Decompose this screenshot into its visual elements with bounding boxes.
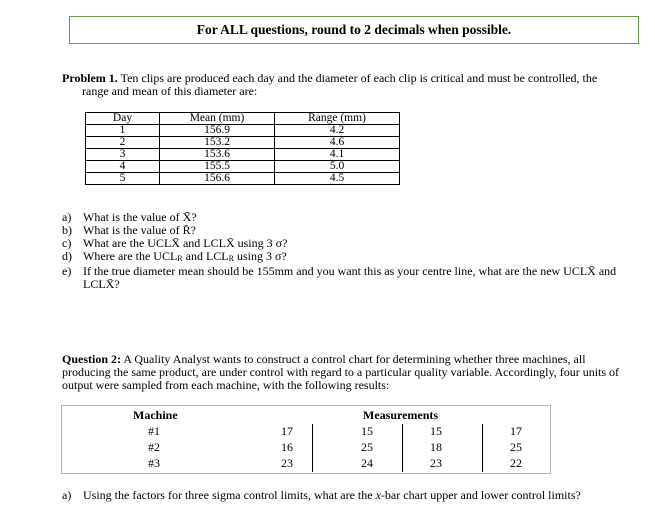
question-text: and LCL <box>182 249 229 263</box>
cell-mean: 153.6 <box>160 149 275 161</box>
problem-1-statement <box>62 72 622 98</box>
table-row <box>86 173 400 185</box>
question-2-label: Question 2: <box>62 352 122 366</box>
question-text: If the true diameter mean should be 155mm and you want this as your centre line, what are the new UCLX̄ and <box>83 264 617 278</box>
question-letter: b) <box>62 223 72 237</box>
question-letter: e) <box>62 264 72 278</box>
cell-day: 1 <box>86 125 160 137</box>
cell-range: 4.5 <box>275 173 400 185</box>
cell-machine: #2 <box>148 440 160 454</box>
x-double-bar-symbol: X̄̄ <box>182 210 192 224</box>
cell-day: 4 <box>86 161 160 173</box>
question-text: Where are the UCL <box>83 249 178 263</box>
question-letter: a) <box>62 210 72 224</box>
question-text-cont: LCLX̄? <box>83 277 120 291</box>
r-bar-symbol: R̄ <box>182 223 191 237</box>
cell-measurement: 15 <box>430 424 442 438</box>
question-d <box>62 250 622 265</box>
table-header-row <box>86 113 400 125</box>
cell-measurement: 18 <box>430 440 442 454</box>
question-2-text-line1: A Quality Analyst wants to construct a control chart for determining whether three machines, all <box>121 352 586 366</box>
table-row <box>62 456 550 471</box>
question-text: What is the value of <box>83 210 183 224</box>
machine-measurements-table <box>61 405 551 474</box>
question-letter: a) <box>62 488 72 502</box>
cell-day: 2 <box>86 137 160 149</box>
cell-measurement: 25 <box>361 440 373 454</box>
question-2-statement <box>62 353 622 392</box>
cell-mean: 155.5 <box>160 161 275 173</box>
subscript: R <box>228 254 234 263</box>
question-2a <box>62 489 642 502</box>
subscript: R <box>177 254 183 263</box>
cell-measurement: 23 <box>281 456 293 470</box>
cell-mean: 153.2 <box>160 137 275 149</box>
cell-measurement: 17 <box>281 424 293 438</box>
cell-range: 4.1 <box>275 149 400 161</box>
table-row <box>86 125 400 137</box>
cell-day: 3 <box>86 149 160 161</box>
x-variable: x <box>375 488 381 502</box>
question-end: ? <box>191 210 197 224</box>
cell-machine: #3 <box>148 456 160 470</box>
cell-range: 4.6 <box>275 137 400 149</box>
question-letter: d) <box>62 249 72 263</box>
question-end: ? <box>190 223 196 237</box>
cell-measurement: 17 <box>510 424 522 438</box>
cell-range: 4.2 <box>275 125 400 137</box>
cell-day: 5 <box>86 173 160 185</box>
header-machine: Machine <box>133 408 178 422</box>
problem-1-text-line2: range and mean of this diameter are: <box>82 84 258 98</box>
header-day: Day <box>86 113 160 125</box>
cell-machine: #1 <box>148 424 160 438</box>
question-e <box>62 265 622 291</box>
question-2-text-line2: producing the same product, are under control with regard to a particular quality variable. Accordingly, four units of <box>62 365 620 379</box>
cell-mean: 156.9 <box>160 125 275 137</box>
problem-1-questions <box>62 211 622 291</box>
table-row <box>86 161 400 173</box>
rounding-instruction-banner: For ALL questions, round to 2 decimals when possible. <box>69 16 639 44</box>
question-text: What are the UCLX̄ and LCLX̄ using 3 σ? <box>83 236 288 250</box>
problem-1-label: Problem 1. <box>62 71 118 85</box>
table-row <box>62 424 550 439</box>
problem-1-text-line1: Ten clips are produced each day and the diameter of each clip is critical and must be controlled, the <box>120 71 598 85</box>
cell-measurement: 24 <box>361 456 373 470</box>
header-mean: Mean (mm) <box>160 113 275 125</box>
cell-mean: 156.6 <box>160 173 275 185</box>
question-text: Using the factors for three sigma control limits, what are the <box>83 488 376 502</box>
cell-measurement: 22 <box>510 456 522 470</box>
cell-range: 5.0 <box>275 161 400 173</box>
table-row <box>86 137 400 149</box>
question-2-text-line3: output were sampled from each machine, with the following results: <box>62 378 390 392</box>
cell-measurement: 23 <box>430 456 442 470</box>
cell-measurement: 15 <box>361 424 373 438</box>
cell-measurement: 25 <box>510 440 522 454</box>
header-measurements: Measurements <box>363 408 439 422</box>
question-text: What is the value of <box>83 223 183 237</box>
clip-diameter-table <box>85 112 400 185</box>
table-row <box>86 149 400 161</box>
question-letter: c) <box>62 236 72 250</box>
question-text: using 3 σ? <box>233 249 287 263</box>
header-range: Range (mm) <box>275 113 400 125</box>
question-text: -bar chart upper and lower control limits? <box>380 488 581 502</box>
cell-measurement: 16 <box>281 440 293 454</box>
table-row <box>62 440 550 455</box>
